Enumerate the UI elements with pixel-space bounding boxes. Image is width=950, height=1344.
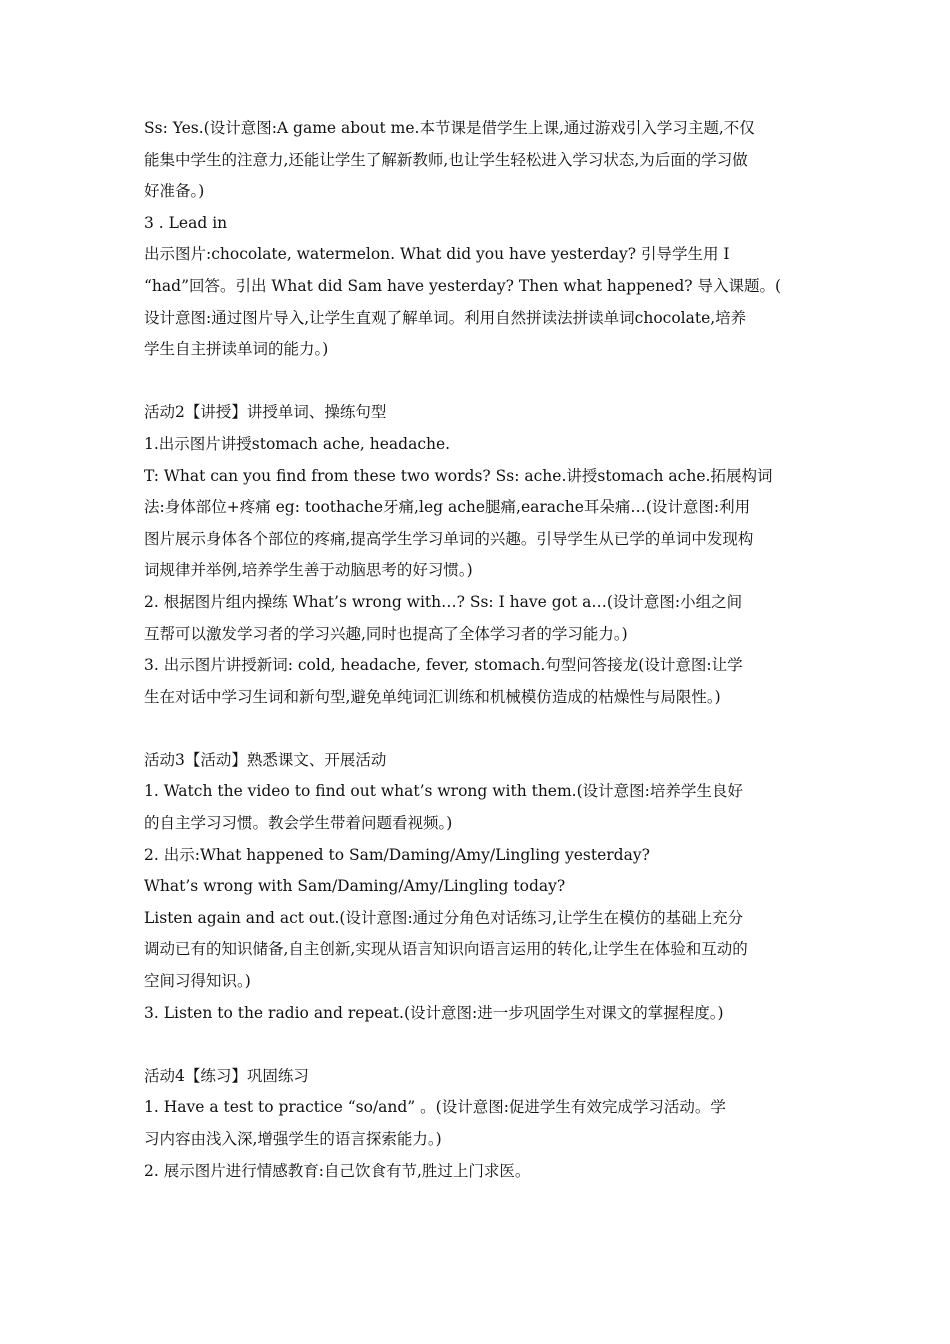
- text-line: 设计意图:通过图片导入,让学生直观了解单词。利用自然拼读法拼读单词chocolate,培养: [144, 308, 747, 327]
- text-line: 2. 出示:What happened to Sam/Daming/Amy/Lingling yesterday?: [144, 845, 650, 864]
- text-line: 1.出示图片讲授stomach ache, headache.: [144, 434, 451, 453]
- text-line: 出示图片:chocolate, watermelon. What did you have yesterday? 引导学生用 I: [144, 245, 730, 264]
- text-line: 2. 展示图片进行情感教育:自己饮食有节,胜过上门求医。: [144, 1161, 531, 1180]
- text-line: Ss: Yes.(设计意图:A game about me.本节课是借学生上课,通过游戏引入学习主题,不仅: [144, 119, 755, 137]
- text-line: What’s wrong with Sam/Daming/Amy/Lingling today?: [144, 877, 566, 896]
- text-line: “had”回答。引出 What did Sam have yesterday? Then what happened? 导入课题。(: [144, 276, 782, 295]
- text-line: 好准备。): [144, 182, 205, 201]
- text-line: 互帮可以激发学习者的学习兴趣,同时也提高了全体学习者的学习能力。): [144, 624, 628, 643]
- text-line: 图片展示身体各个部位的疼痛,提高学生学习单词的兴趣。引导学生从已学的单词中发现构: [144, 529, 754, 548]
- blank-line: [144, 713, 812, 745]
- activity-heading: 活动2【讲授】讲授单词、操练句型: [144, 403, 387, 422]
- text-line: 词规律并举例,培养学生善于动脑思考的好习惯。): [144, 561, 473, 580]
- text-line: 生在对话中学习生词和新句型,避免单纯词汇训练和机械模仿造成的枯燥性与局限性。): [144, 687, 721, 706]
- text-line: 法:身体部位+疼痛 eg: toothache牙痛,leg ache腿痛,earache耳朵痛…(设计意图:利用: [144, 498, 751, 517]
- activity-heading: 活动4【练习】巩固练习: [144, 1066, 309, 1085]
- text-line: 习内容由浅入深,增强学生的语言探索能力。): [144, 1130, 442, 1148]
- section-heading: 3 . Lead in: [144, 213, 228, 232]
- text-line: 的自主学习习惯。教会学生带着问题看视频。): [144, 814, 453, 833]
- text-line: 学生自主拼读单词的能力。): [144, 340, 329, 359]
- text-line: 2. 根据图片组内操练 What’s wrong with…? Ss: I have got a…(设计意图:小组之间: [144, 592, 743, 611]
- blank-line: [144, 366, 812, 398]
- text-line: 3. Listen to the radio and repeat.(设计意图:进一步巩固学生对课文的掌握程度。): [144, 1003, 724, 1022]
- text-line: 调动已有的知识储备,自主创新,实现从语言知识向语言运用的转化,让学生在体验和互动的: [144, 940, 748, 959]
- text-line: T: What can you find from these two words? Ss: ache.讲授stomach ache.拓展构词: [144, 466, 773, 485]
- blank-line: [144, 1029, 812, 1061]
- text-line: 1. Have a test to practice “so/and” 。(设计意图:促进学生有效完成学习活动。学: [144, 1098, 726, 1117]
- text-line: 能集中学生的注意力,还能让学生了解新教师,也让学生轻松进入学习状态,为后面的学习做: [144, 150, 748, 169]
- text-line: 3. 出示图片讲授新词: cold, headache, fever, stomach.句型问答接龙(设计意图:让学: [144, 656, 743, 675]
- text-line: 1. Watch the video to find out what’s wrong with them.(设计意图:培养学生良好: [144, 782, 743, 801]
- text-line: 空间习得知识。): [144, 972, 251, 991]
- text-line: Listen again and act out.(设计意图:通过分角色对话练习,让学生在模仿的基础上充分: [144, 908, 744, 927]
- document-body: [144, 113, 812, 1187]
- activity-heading: 活动3【活动】熟悉课文、开展活动: [144, 750, 387, 769]
